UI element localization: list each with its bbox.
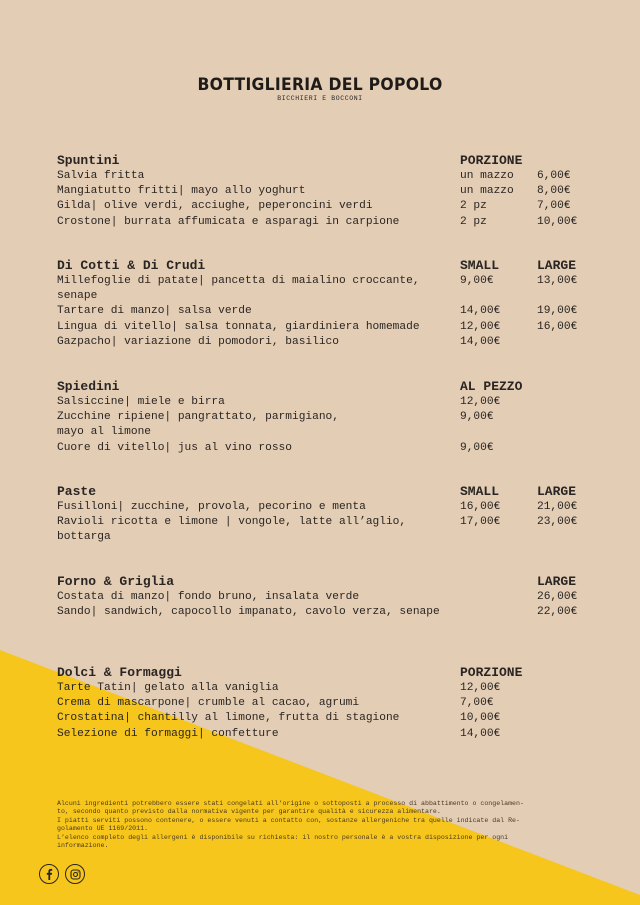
column-header: LARGE	[537, 574, 577, 589]
item-price: 2 pz	[460, 200, 487, 213]
logo-title: BOTTIGLIERIA DEL POPOLO	[197, 75, 443, 95]
item-name: Salsiccine| miele e birra	[57, 396, 225, 408]
item-price: un mazzo	[460, 170, 514, 182]
item-price: 12,00€	[460, 320, 501, 333]
logo-subtitle: BICCHIERI E BOCCONI	[277, 95, 363, 102]
facebook-icon[interactable]	[39, 864, 59, 884]
item-price: 10,00€	[537, 215, 578, 228]
section-paste	[57, 484, 597, 546]
section-title: Di Cotti & Di Crudi	[57, 258, 206, 273]
menu-item	[57, 711, 597, 726]
menu-item	[57, 199, 597, 214]
instagram-icon[interactable]	[65, 864, 85, 884]
section-header	[57, 258, 597, 274]
menu-item	[57, 515, 597, 530]
item-name: Costata di manzo| fondo bruno, insalata verde	[57, 591, 360, 603]
menu-item	[57, 530, 597, 545]
menu-item	[57, 410, 597, 425]
item-name: Zucchine ripiene| pangrattato, parmigiano,	[57, 411, 339, 424]
item-price: 12,00€	[460, 396, 501, 408]
item-name: Ravioli ricotta e limone | vongole, latte all’aglio,	[57, 516, 407, 529]
item-name: Millefoglie di patate| pancetta di maialino croccante,	[57, 275, 420, 287]
item-name: Crostone| burrata affumicata e asparagi in carpione	[57, 215, 400, 228]
item-name: senape	[57, 290, 98, 303]
item-price: 9,00€	[460, 275, 494, 287]
item-price: 14,00€	[460, 727, 501, 740]
item-price: 14,00€	[460, 335, 501, 348]
item-price: 9,00€	[460, 441, 494, 454]
logo	[0, 76, 640, 103]
menu-item	[57, 605, 597, 620]
item-name: Tarte Tatin| gelato alla vaniglia	[57, 682, 279, 694]
menu-item	[57, 696, 597, 711]
item-price: 23,00€	[537, 516, 578, 529]
item-price: 22,00€	[537, 606, 578, 619]
item-price: 7,00€	[460, 697, 494, 710]
section-spiedini	[57, 379, 597, 456]
section-title: Dolci & Formaggi	[57, 665, 182, 680]
item-price: 7,00€	[537, 200, 571, 213]
menu-item	[57, 184, 597, 199]
item-price: 10,00€	[460, 712, 501, 725]
section-header	[57, 379, 597, 395]
item-price: 12,00€	[460, 682, 501, 694]
section-forno-griglia	[57, 574, 597, 620]
item-price: 6,00€	[537, 170, 571, 182]
item-name: Mangiatutto fritti| mayo allo yoghurt	[57, 185, 306, 198]
menu-item	[57, 304, 597, 319]
item-name: Fusilloni| zucchine, provola, pecorino e menta	[57, 501, 366, 513]
item-name: mayo al limone	[57, 426, 151, 439]
section-title: Spiedini	[57, 379, 120, 394]
menu-item	[57, 289, 597, 304]
menu-item	[57, 215, 597, 230]
item-price: 17,00€	[460, 516, 501, 529]
menu-item	[57, 681, 597, 696]
item-name: Cuore di vitello| jus al vino rosso	[57, 441, 292, 454]
section-cotti-crudi	[57, 258, 597, 350]
item-name: Crema di mascarpone| crumble al cacao, agrumi	[57, 697, 360, 710]
section-header	[57, 484, 597, 500]
section-header	[57, 665, 597, 681]
item-price: 14,00€	[460, 305, 501, 318]
item-name: Selezione di formaggi| confetture	[57, 727, 279, 740]
menu-item	[57, 395, 597, 410]
column-header: AL PEZZO	[460, 379, 523, 394]
item-name: bottarga	[57, 531, 111, 544]
column-header: PORZIONE	[460, 153, 523, 168]
item-price: 26,00€	[537, 591, 578, 603]
item-price: un mazzo	[460, 185, 514, 198]
menu-item	[57, 335, 597, 350]
menu-item	[57, 169, 597, 184]
item-name: Gazpacho| variazione di pomodori, basilico	[57, 335, 339, 348]
menu-item	[57, 320, 597, 335]
item-price: 2 pz	[460, 215, 487, 228]
column-header: PORZIONE	[460, 665, 523, 680]
section-dolci-formaggi	[57, 665, 597, 742]
menu-item	[57, 274, 597, 289]
menu-item	[57, 727, 597, 742]
menu-item	[57, 425, 597, 440]
section-header	[57, 574, 597, 590]
item-price: 19,00€	[537, 305, 578, 318]
menu-item	[57, 590, 597, 605]
item-name: Crostatina| chantilly al limone, frutta di stagione	[57, 712, 400, 725]
allergen-disclaimer: Alcuni ingredienti potrebbero essere stati congelati all’origine o sottoposti a processo di abbattimento o congelamen- to, secondo quanto previsto dalla normativa vigente per garantire qualità e sicurezza alimentare. I piatti serviti possono contenere, o essere venuti a contatto con, sostanze allergeniche tra quelle indicate dal Re- golamento UE 1169/2011. L’elenco completo degli allergeni è disponibile su richiesta: il nostro personale è a vostra disposizione per ogni informazione.	[57, 800, 524, 850]
item-name: Salvia fritta	[57, 170, 145, 182]
item-price: 16,00€	[537, 320, 578, 333]
item-name: Sando| sandwich, capocollo impanato, cavolo verza, senape	[57, 606, 440, 619]
item-price: 21,00€	[537, 501, 578, 513]
item-name: Lingua di vitello| salsa tonnata, giardiniera homemade	[57, 320, 420, 333]
menu-item	[57, 441, 597, 456]
column-header: SMALL	[460, 484, 500, 499]
item-price: 9,00€	[460, 411, 494, 424]
column-header: LARGE	[537, 484, 577, 499]
section-header	[57, 153, 597, 169]
item-price: 8,00€	[537, 185, 571, 198]
item-name: Tartare di manzo| salsa verde	[57, 305, 252, 318]
section-spuntini	[57, 153, 597, 230]
item-price: 16,00€	[460, 501, 501, 513]
item-name: Gilda| olive verdi, acciughe, peperoncini verdi	[57, 200, 373, 213]
section-title: Spuntini	[57, 153, 120, 168]
section-title: Paste	[57, 484, 97, 499]
column-header: SMALL	[460, 258, 500, 273]
menu-item	[57, 500, 597, 515]
section-title: Forno & Griglia	[57, 574, 175, 589]
column-header: LARGE	[537, 258, 577, 273]
item-price: 13,00€	[537, 275, 578, 287]
